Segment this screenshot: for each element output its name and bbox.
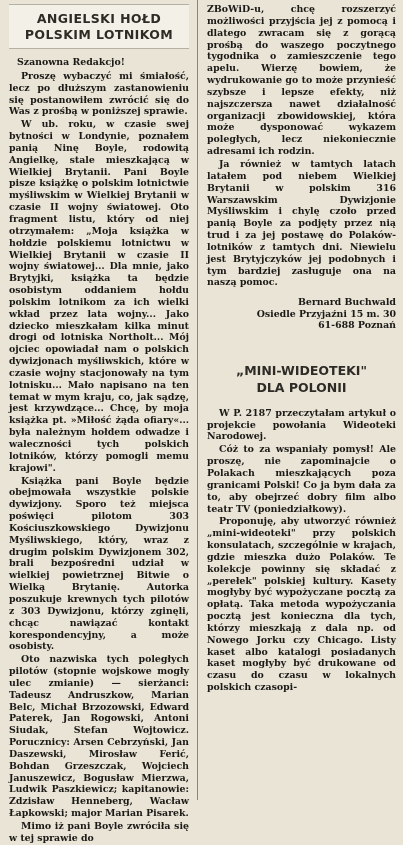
headline-line-1: ANGIELSKI HOŁD [36,11,162,26]
right-column [201,0,400,800]
paragraph: Ja również w tamtych latach latałem pod niebem Wielkiej Brytanii w polskim 316 Warszawskim Dywizjonie Myśliwskim i chylę czoło przed panią Boyle za podjęty przez nią trud i za jej postawę do Polaków-lotników z tamtych dni. Niewielu jest Brytyjczyków jej podobnych i tym bardziej zasługuje ona na naszą pomoc. [207,158,396,289]
paragraph: Cóż to za wspaniały pomysł! Ale proszę, nie zapominajcie o Polakach mieszkających poza granicami Polski! Co ja bym dała za to, aby obejrzeć dobry film albo teatr TV (poniedziałkowy). [207,444,396,515]
paragraph: Proszę wybaczyć mi śmiałość, lecz po dłuższym zastanowieniu się postanowiłem zwrócić się do Was z prośbą w poniższej sprawie. [9,70,189,118]
paragraph: Oto nazwiska tych poległych pilotów (stopnie wojskowe mogły ulec zmianie) — sierżanci: Tadeusz Andruszkow, Marian Belc, Michał Brzozowski, Edward Paterek, Jan Rogowski, Antoni Siudak, Stefan Wojtowicz. Porucznicy: Arsen Cebrzyński, Jan Daszewski, Mirosław Ferić, Bohdan Grzeszczak, Wojciech Januszewicz, Bogusław Mierzwa, Ludwik Paszkiewicz; kapitanowie: Zdzisław Henneberg, Wacław Łapkowski; major Marian Pisarek. [9,654,189,820]
article-headline-box [9,4,189,49]
left-column [3,0,193,844]
paragraph: W ub. roku, w czasie swej bytności w Londynie, poznałem panią Ninę Boyle, rodowitą Angielkę, stale mieszkającą w Wielkiej Brytanii. Pani Boyle pisze książkę o polskim lotnictwie myśliwskim w Wielkiej Brytanii w czasie II wojny światowej. Oto fragment listu, który od niej otrzymałem: „Moja książka w hołdzie polskiemu lotnictwu w Wielkiej Brytanii w czasie II wojny światowej... Dla mnie, jako Brytyjki, książka ta będzie osobistym oddaniem hołdu polskim lotnikom za ich wielki wkład przez lata wojny... Jako dziecko mieszkałam kilka minut drogi od lotniska Northolt... Mój ojciec opowiadał nam o polskich dywizjonach myśliwskich, które w czasie wojny stacjonowały na tym lotnisku... Mało napisano na ten temat w mym kraju, co, jak sądzę, jest krzywdzące... Chcę, by moja książka pt. »Miłość żąda ofiary«... była należnym hołdem odwadze i waleczności tych polskich lotników, którzy pomogli memu krajowi". [9,119,189,474]
paragraph: W P. 2187 przeczytałam artykuł o projekcie powołania Wideoteki Narodowej. [207,407,396,443]
headline2-line-1: „MINI-WIDEOTEKI" [236,362,367,378]
paragraph: ZBoWiD-u, chcę rozszerzyć możliwości przyjścia jej z pomocą i dlatego zwracam się z gorącą prośbą do waszego poczytnego tygodnika o zamieszczenie tego apelu. Wierzę bowiem, że wydrukowanie go to może przynieść szybsze i lepsze efekty, niż najszczersza nawet działalność organizacji zbowidowskiej, która może dysponować wykazem poległych, lecz niekoniecznie adresami ich rodzin. [207,4,396,158]
letter-greeting: Szanowna Redakcjo! [17,57,125,68]
signature-city: 61-688 Poznań [318,320,396,332]
paragraph: Proponuję, aby utworzyć również „mini-wideoteki" przy polskich konsulatach, szczególnie w krajach, gdzie mieszka dużo Polaków. Te kolekcje powinny się składać z „perełek" polskiej kultury. Kasety mogłyby być wypożyczane pocztą za opłatą. Taka metoda wypożyczania pocztą jest konieczna dla tych, którzy mieszkają z dala np. od Nowego Jorku czy Chicago. Listy kaset albo katalogi posiadanych kaset mogłyby być drukowane od czasu do czasu w lokalnych polskich czasopi- [207,516,396,694]
article-headline-2 [207,362,396,396]
column-divider [197,0,198,800]
signature-address: Osiedle Przyjaźni 15 m. 30 [256,308,396,320]
paragraph: Mimo iż pani Boyle zwróciła się w tej sprawie do [9,821,189,844]
headline-line-2: POLSKIM LOTNIKOM [24,27,174,42]
paragraph: Książka pani Boyle będzie obejmowała wszystkie polskie dywizjony. Sporo też miejsca poświęci pilotom 303 Kościuszkowskiego Dywizjonu Myśliwskiego, który, wraz z drugim polskim Dywizjonem 302, brali bezpośredni udział w wielkiej powietrznej Bitwie o Wielką Brytanię. Autorka poszukuje krewnych tych pilotów z 303 Dywizjonu, którzy zginęli, chcąc nawiązać kontakt korespondencyjny, a może osobisty. [9,475,189,653]
headline2-line-2: DLA POLONII [256,379,347,395]
signature-name: Bernard Buchwald [297,297,396,309]
signature-block [207,297,396,332]
